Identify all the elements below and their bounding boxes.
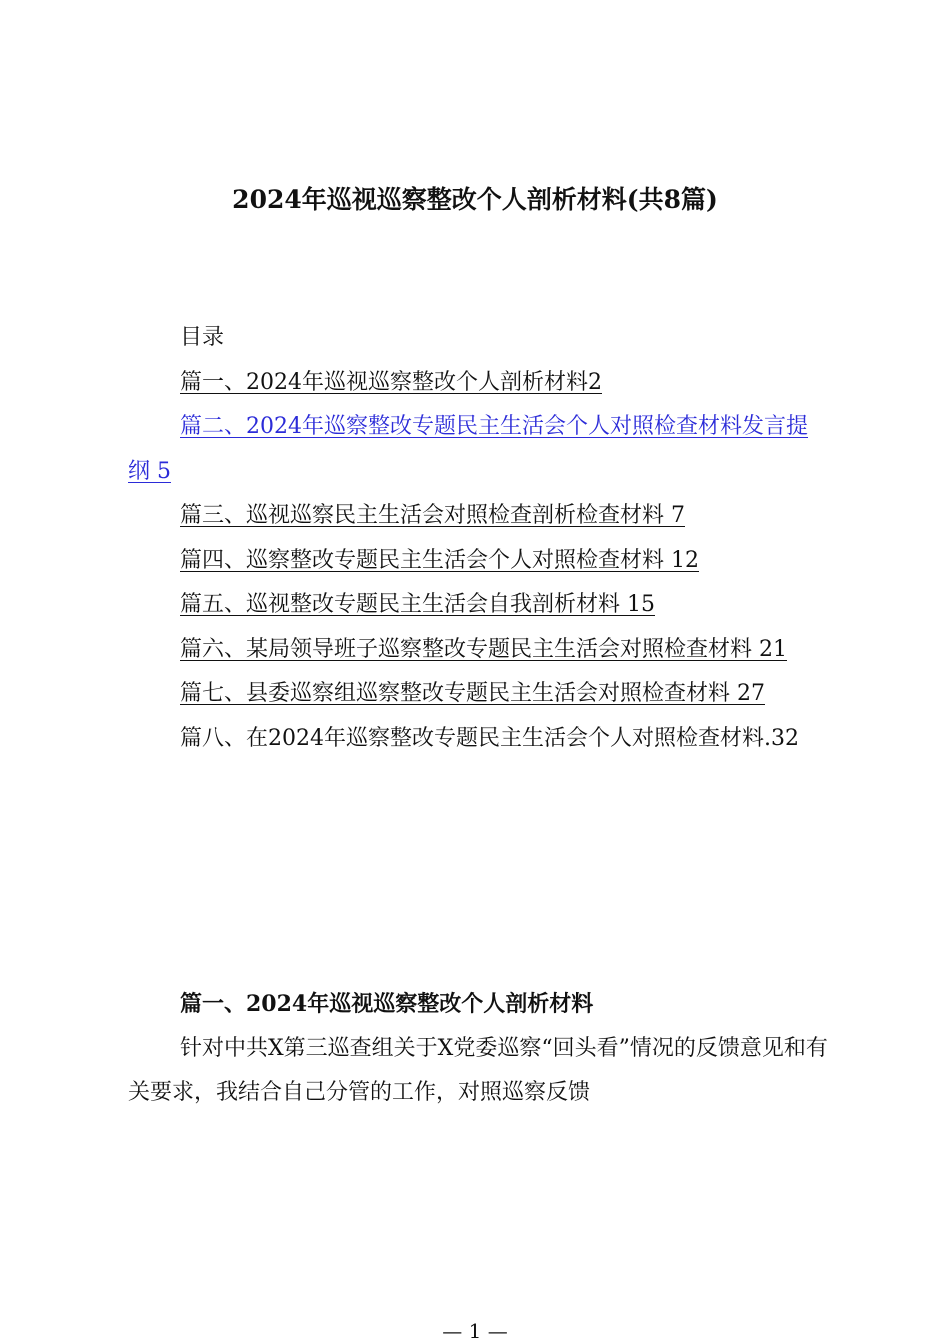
section-heading: 篇一、2024年巡视巡察整改个人剖析材料: [180, 991, 594, 1017]
toc-entry-7[interactable]: 篇七、县委巡察组巡察整改专题民主生活会对照检查材料 27: [180, 681, 765, 706]
page-number: — 1 —: [442, 1319, 508, 1343]
toc-entry-2[interactable]: 篇二、2024年巡察整改专题民主生活会个人对照检查材料发言提纲 5: [128, 414, 808, 484]
toc-entry-4[interactable]: 篇四、巡察整改专题民主生活会个人对照检查材料 12: [180, 547, 699, 573]
toc-entry-1[interactable]: 篇一、2024年巡视巡察整改个人剖析材料2: [180, 369, 602, 395]
section-one: [128, 982, 828, 1116]
table-of-contents: [128, 316, 828, 761]
toc-entry-8: 篇八、在2024年巡察整改专题民主生活会个人对照检查材料.32: [180, 725, 799, 751]
toc-heading: 目录: [180, 325, 225, 350]
toc-entry-6[interactable]: 篇六、某局领导班子巡察整改专题民主生活会对照检查材料 21: [180, 636, 787, 662]
toc-entry-5[interactable]: 篇五、巡视整改专题民主生活会自我剖析材料 15: [180, 592, 655, 617]
document-title: 2024年巡视巡察整改个人剖析材料(共8篇): [232, 185, 718, 214]
section-paragraph: 针对中共X第三巡查组关于X党委巡察“回头看”情况的反馈意见和有关要求，我结合自己分管的工作，对照巡察反馈: [128, 1035, 828, 1105]
toc-entry-3[interactable]: 篇三、巡视巡察民主生活会对照检查剖析检查材料 7: [180, 503, 685, 528]
